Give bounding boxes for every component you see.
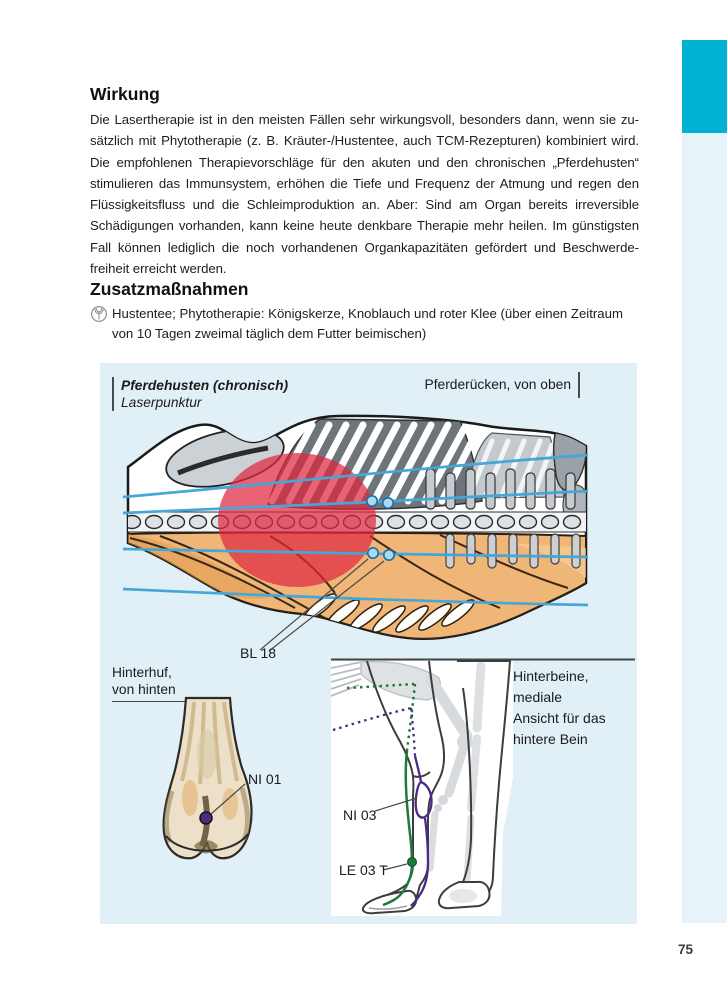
label-bl18: BL 18 <box>240 645 277 661</box>
body-line: sätzlich mit Phytotherapie (z. B. Kräuter-/Hustentee, auch TCM-Rezepturen) kombiniert wird. <box>90 133 639 149</box>
body-line: Die Lasertherapie ist in den meisten Fällen sehr wirkungsvoll, besonders dann, wenn sie zu- <box>90 112 639 127</box>
body-line: Schädigungen vorhanden, kann keine heute denkbare Therapie mehr heilen. Im günstigsten <box>90 218 639 234</box>
hind-hoof-illustration <box>142 696 272 881</box>
zusatz-line: Hustentee; Phytotherapie: Königskerze, Knoblauch und roter Klee (über einen Zeitraum <box>112 306 623 322</box>
label-ni03: NI 03 <box>343 807 377 823</box>
body-line: stimulieren das Immunsystem, erhöhen die Tiefe und Frequenz der Atmung und regen den <box>90 175 639 191</box>
hoof-caption: Hinterhuf, von hinten <box>112 665 176 697</box>
zusatz-line: von 10 Tagen zweimal täglich dem Futter beimischen) <box>112 325 427 341</box>
figure-caption-topright: Pferderücken, von oben <box>425 372 581 398</box>
body-line: Die empfohlenen Therapievorschläge für den akuten und den chronischen „Pferdehusten“ <box>90 154 639 170</box>
zusatz-text <box>112 304 623 343</box>
body-line: Flüssigkeitsfluss und die Schleimproduktion an. Aber: Sind am Organ bereits irreversible <box>90 197 639 213</box>
label-ni01: NI 01 <box>248 771 282 787</box>
page-edge-strip <box>682 133 727 923</box>
red-highlight-area <box>218 453 376 587</box>
page-number: 75 <box>678 942 694 957</box>
text-column <box>90 84 639 343</box>
section-heading-wirkung: Wirkung <box>90 84 160 104</box>
chapter-tab-marker <box>682 40 727 133</box>
section-heading-zusatz: Zusatzmaßnahmen <box>90 279 249 300</box>
figure-panel <box>100 363 637 924</box>
horse-back-illustration <box>120 403 595 653</box>
body-line: freiheit erreicht werden. <box>90 261 227 277</box>
legs-caption: Hinterbeine, mediale Ansicht für das hintere Bein <box>513 668 606 747</box>
label-le03t: LE 03 T <box>339 862 388 878</box>
acupoint-le03t <box>408 858 417 867</box>
body-line: Fall können lediglich die noch vorhandenen Organkapazitäten gefördert und Beschwerde- <box>90 239 639 255</box>
figure-subtitle: Laserpunktur <box>121 395 202 410</box>
zusatz-item <box>90 304 639 343</box>
acupoint-ni01 <box>200 812 212 824</box>
figure-title: Pferdehusten (chronisch) <box>121 378 289 393</box>
phytotherapy-plant-icon <box>90 304 112 343</box>
